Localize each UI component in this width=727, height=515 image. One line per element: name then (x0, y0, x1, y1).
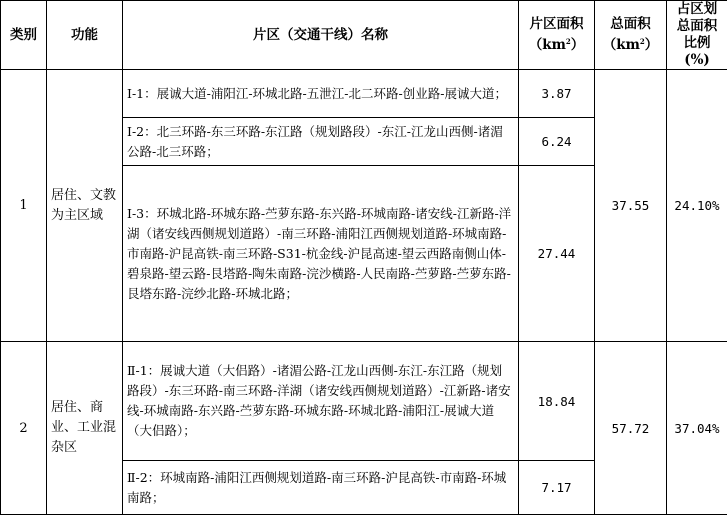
header-ratio-line2: 总面积 (677, 18, 718, 34)
header-area-size-line1: 片区面积 (530, 16, 584, 32)
route-cell: Ⅱ-1：展诚大道（大侣路）-诸湄公路-江龙山西侧-东江-东江路（规划路段）-东三环路-南三环路-洋湖（诸安线西侧规划道路）-江新路-诸安线-环城南路-东兴路-苎萝东路-环城东路-环城北路-浦阳江-展诚大道（大侣路）； (123, 342, 519, 461)
header-row (1, 1, 727, 70)
header-area-size (519, 1, 595, 70)
area-cell: 7.17 (519, 461, 595, 515)
category-cell: 2 (1, 342, 47, 515)
header-total-area-line1: 总面积 (610, 16, 651, 32)
area-cell: 18.84 (519, 342, 595, 461)
header-area-size-close: ） (571, 37, 585, 53)
header-total-area-line2: （km (603, 37, 640, 53)
header-ratio-line1: 占区划 (677, 1, 718, 17)
header-area-size-line2: （km (529, 37, 566, 53)
category-cell: 1 (1, 70, 47, 342)
total-area-cell: 57.72 (595, 342, 667, 515)
header-ratio (667, 1, 727, 70)
ratio-cell: 24.10% (667, 70, 727, 342)
header-area-name: 片区（交通干线）名称 (123, 1, 519, 70)
ratio-cell: 37.04% (667, 342, 727, 515)
header-area-size-sup: 2 (566, 37, 571, 46)
function-cell: 居住、文教为主区域 (47, 70, 123, 342)
header-total-area (595, 1, 667, 70)
header-function: 功能 (47, 1, 123, 70)
route-cell: Ⅰ-3：环城北路-环城东路-苎萝东路-东兴路-环城南路-诸安线-江新路-洋湖（诸安线西侧规划道路）-南三环路-浦阳江西侧规划道路-环城南路-市南路-沪昆高铁-南三环路-S31-杭金线-沪昆高速-望云西路南侧山体-碧泉路-望云路-艮塔路-陶朱南路-浣沙横路-人民南路-苎萝路-苎萝东路-艮塔东路-浣纱北路-环城北路； (123, 166, 519, 342)
route-cell: Ⅱ-2：环城南路-浦阳江西侧规划道路-南三环路-沪昆高铁-市南路-环城南路； (123, 461, 519, 515)
header-total-area-close: ） (645, 37, 659, 53)
header-category: 类别 (1, 1, 47, 70)
route-cell: Ⅰ-2：北三环路-东三环路-东江路（规划路段）-东江-江龙山西侧-诸湄公路-北三环路； (123, 118, 519, 166)
total-area-cell: 37.55 (595, 70, 667, 342)
header-ratio-line3: 比例(%) (684, 35, 711, 68)
table-row (1, 70, 727, 118)
table-row (1, 342, 727, 461)
area-cell: 27.44 (519, 166, 595, 342)
route-cell: Ⅰ-1：展诚大道-浦阳江-环城北路-五泄江-北二环路-创业路-展诚大道； (123, 70, 519, 118)
function-cell: 居住、商业、工业混杂区 (47, 342, 123, 515)
area-cell: 3.87 (519, 70, 595, 118)
area-cell: 6.24 (519, 118, 595, 166)
header-total-area-sup: 2 (640, 37, 645, 46)
